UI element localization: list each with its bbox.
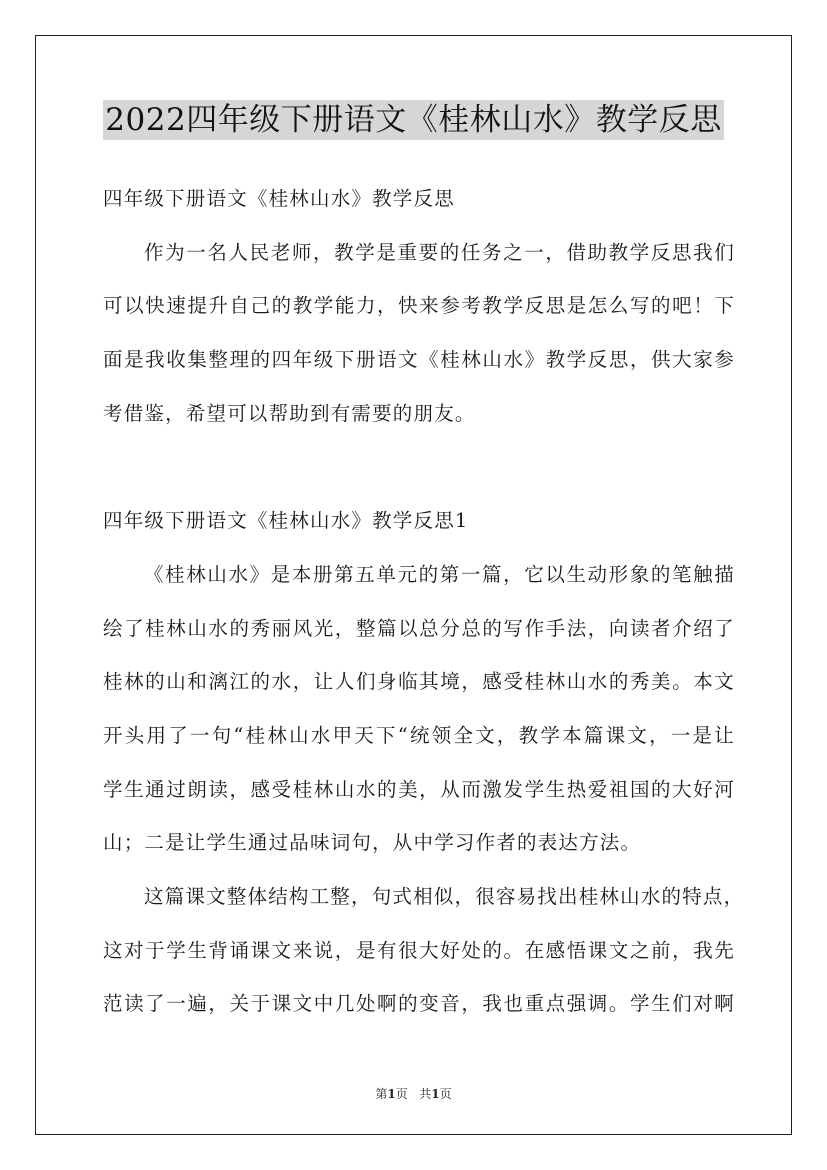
total-label-suffix: 页 (439, 1087, 452, 1101)
intro-line: 考借鉴，希望可以帮助到有需要的朋友。 (103, 401, 476, 425)
document-body (103, 172, 745, 1031)
page-number: 1 (387, 1087, 396, 1101)
document-subtitle: 四年级下册语文《桂林山水》教学反思 (103, 187, 455, 210)
document-title: 2022四年级下册语文《桂林山水》教学反思 (105, 102, 722, 138)
paragraph-line: 范读了一遍，关于课文中几处啊的变音，我也重点强调。学生们对啊 (103, 992, 735, 1016)
paragraph-line: 学生通过朗读，感受桂林山水的美，从而激发学生热爱祖国的大好河 (103, 777, 735, 801)
intro-line: 作为一名人民老师，教学是重要的任务之一，借助教学反思我们 (144, 240, 735, 264)
total-label-prefix: 共 (419, 1087, 432, 1101)
title-area (0, 100, 827, 140)
paragraph-line: 这篇课文整体结构工整，句式相似，很容易找出桂林山水的特点， (144, 884, 745, 908)
paragraph-line: 绘了桂林山水的秀丽风光，整篇以总分总的写作手法，向读者介绍了 (103, 616, 735, 640)
paragraph-line: 这对于学生背诵课文来说，是有很大好处的。在感悟课文之前，我先 (103, 938, 735, 962)
page-footer (0, 1085, 827, 1102)
page-label-prefix: 第 (375, 1087, 388, 1101)
paragraph-gap (103, 440, 735, 494)
paragraph-line: 《桂林山水》是本册第五单元的第一篇，它以生动形象的笔触描 (144, 562, 735, 586)
paragraph-line: 山；二是让学生通过品味词句，从中学习作者的表达方法。 (103, 831, 642, 855)
intro-line: 面是我收集整理的四年级下册语文《桂林山水》教学反思，供大家参 (103, 348, 735, 372)
intro-line: 可以快速提升自己的教学能力，快来参考教学反思是怎么写的吧！下 (103, 294, 735, 318)
page-label-suffix: 页 (395, 1087, 408, 1101)
page-total: 1 (431, 1087, 440, 1101)
section-heading: 四年级下册语文《桂林山水》教学反思1 (103, 509, 469, 533)
paragraph-line: 桂林的山和漓江的水，让人们身临其境，感受桂林山水的秀美。本文 (103, 670, 735, 694)
paragraph-line: 开头用了一句“桂林山水甲天下“统领全文，教学本篇课文，一是让 (103, 723, 735, 747)
